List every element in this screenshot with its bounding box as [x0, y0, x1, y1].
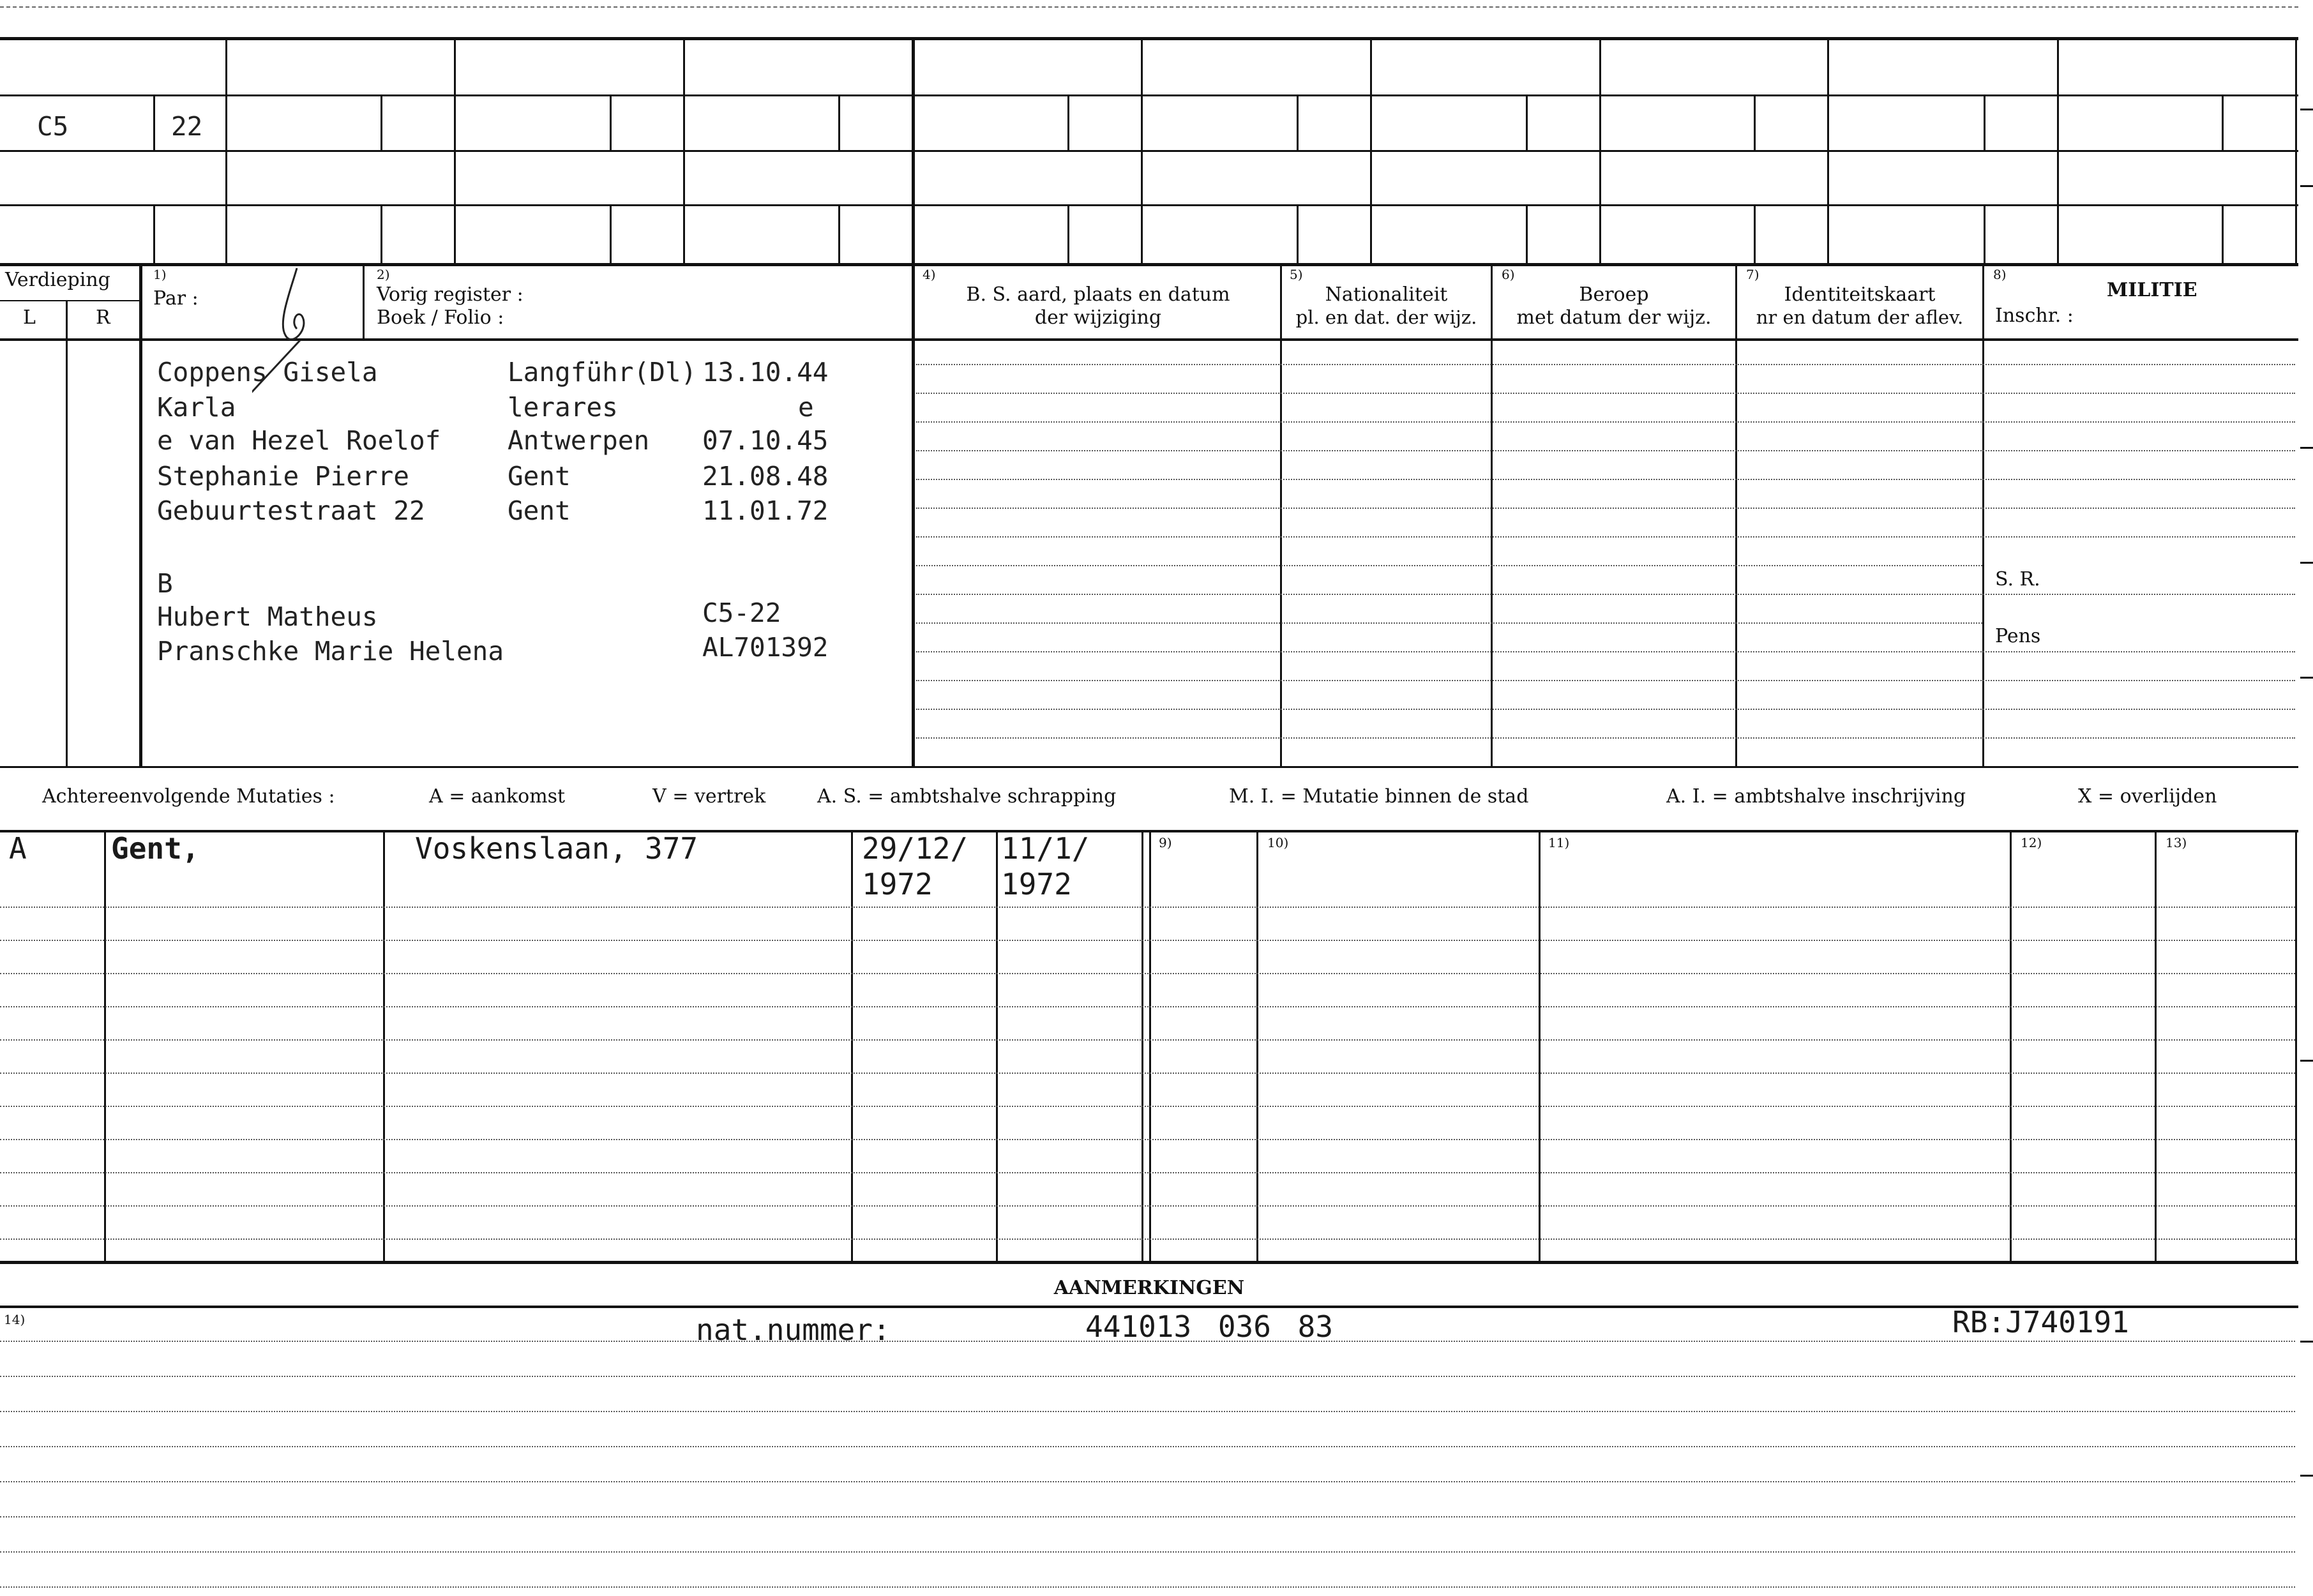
ruled-line — [916, 594, 2295, 595]
mutation-col-divider — [104, 830, 106, 1261]
mutation-col-divider — [996, 830, 998, 1261]
person-box-bottom — [912, 766, 1982, 768]
nat-left-border — [1280, 264, 1282, 766]
top-grid-subdivider — [610, 204, 612, 263]
mutation-ruled-line — [0, 973, 2295, 974]
margin-tick — [2300, 1060, 2313, 1062]
top-grid-subdivider — [380, 204, 382, 263]
col9-number: 9) — [1159, 835, 1172, 850]
top-grid-subdivider — [1984, 94, 1985, 150]
mutation-date2-part1: 11/1/ — [1001, 831, 1090, 866]
bs-heading-line1: B. S. aard, plaats en datum — [966, 283, 1230, 306]
sr-label: S. R. — [1995, 568, 2040, 591]
date-line-3: 07.10.45 — [702, 425, 829, 456]
col13-number: 13) — [2166, 835, 2187, 850]
bs-left-border — [912, 264, 915, 766]
mutation-date1-part1: 29/12/ — [862, 831, 968, 866]
top-grid-subdivider — [1067, 94, 1069, 150]
col5-number: 5) — [1290, 267, 1303, 282]
mutation-col-divider — [1256, 830, 1258, 1261]
remarks-ruled-line — [0, 1376, 2295, 1377]
father-name: Hubert Matheus — [157, 601, 378, 632]
col14-number: 14) — [4, 1312, 26, 1327]
identiteitskaart-subheading: nr en datum der aflev. — [1756, 306, 1964, 328]
section-b-label: B — [157, 568, 173, 599]
margin-tick — [2300, 447, 2313, 449]
top-grid-subdivider — [610, 94, 612, 150]
col1-number: 1) — [153, 267, 167, 282]
col8-number: 8) — [1993, 267, 2007, 282]
margin-tick — [2300, 1475, 2313, 1477]
mutation-ruled-line — [0, 1106, 2295, 1107]
ruled-line — [916, 393, 2295, 394]
verdieping-lr-divider — [66, 300, 68, 766]
place-line-4: Gent — [508, 461, 571, 492]
person-name-line-4: Stephanie Pierre — [157, 461, 409, 492]
margin-tick — [2300, 109, 2313, 110]
mutation-col-divider — [383, 830, 385, 1261]
beroep-left-border — [1491, 264, 1493, 766]
mutation-col-divider — [851, 830, 853, 1261]
mutation-ruled-line — [0, 1139, 2295, 1140]
top-grid-subdivider — [153, 94, 155, 150]
mutation-city: Gent, — [111, 831, 200, 866]
top-grid-divider — [2295, 38, 2297, 263]
margin-tick — [2300, 185, 2313, 187]
inschrijving-label: Inschr. : — [1995, 305, 2074, 327]
col12-number: 12) — [2021, 835, 2042, 850]
ruled-line — [916, 479, 2295, 480]
col4-number: 4) — [923, 267, 936, 282]
top-grid-divider — [912, 38, 915, 263]
mutation-col-divider — [2010, 830, 2012, 1261]
verdieping-label: Verdieping — [5, 269, 110, 291]
col2-number: 2) — [377, 267, 390, 282]
nationaliteit-subheading: pl. en dat. der wijz. — [1295, 306, 1477, 328]
register-code: C5-22 — [702, 598, 781, 628]
id-card-code: AL701392 — [702, 632, 829, 663]
remarks-ruled-line — [0, 1446, 2295, 1447]
verdieping-divider — [0, 300, 139, 301]
top-grid-subdivider — [838, 94, 840, 150]
militie-left-border — [1982, 264, 1984, 766]
top-border — [0, 37, 2298, 40]
legend-inschrijving: A. I. = ambtshalve inschrijving — [1666, 785, 1966, 808]
top-grid-subdivider — [838, 204, 840, 263]
nationaliteit-heading: Nationaliteit — [1325, 283, 1448, 306]
mutation-address: Voskenslaan, 377 — [415, 831, 698, 866]
col6-number: 6) — [1502, 267, 1515, 282]
top-grid-subdivider — [1754, 94, 1756, 150]
floor-left-label: L — [23, 306, 36, 329]
mutation-date2-part2: 1972 — [1001, 867, 1072, 901]
person-name-line-2: Karla — [157, 392, 236, 423]
ruled-line — [916, 450, 2295, 451]
margin-tick — [2300, 677, 2313, 679]
person-name-line-1: Coppens Gisela — [157, 357, 378, 388]
ruled-line — [916, 737, 2295, 739]
mutation-col-divider — [1141, 830, 1143, 1261]
mutation-col-divider — [2155, 830, 2157, 1261]
bs-heading-line2: der wijziging — [1034, 306, 1162, 329]
national-number-value: 441013 036 83 — [1085, 1309, 1334, 1344]
floor-right-label: R — [96, 306, 110, 329]
mutation-ruled-line — [0, 1205, 2295, 1207]
national-number-label: nat.nummer: — [696, 1313, 891, 1347]
mutation-ruled-line — [0, 907, 2295, 908]
mutation-ruled-line — [0, 1039, 2295, 1041]
top-grid-subdivider — [1297, 94, 1299, 150]
ruled-line — [916, 680, 2295, 681]
top-grid-divider — [454, 38, 456, 263]
remarks-ruled-line — [0, 1341, 2295, 1342]
top-grid-subdivider — [1754, 204, 1756, 263]
ruled-line — [916, 508, 2295, 509]
top-grid-line — [0, 150, 2298, 152]
top-grid-subdivider — [2222, 204, 2224, 263]
identiteitskaart-heading: Identiteitskaart — [1784, 283, 1936, 306]
remarks-ruled-line — [0, 1551, 2295, 1553]
col7-number: 7) — [1746, 267, 1759, 282]
rb-number: RB:J740191 — [1952, 1305, 2129, 1339]
vorig-register-label: Vorig register : — [377, 283, 524, 306]
top-grid-subdivider — [1526, 94, 1528, 150]
ruled-line — [916, 651, 2295, 652]
pens-label: Pens — [1995, 625, 2041, 647]
top-grid-subdivider — [380, 94, 382, 150]
top-grid-divider — [1827, 38, 1829, 263]
place-line-3: Antwerpen — [508, 425, 650, 456]
mutation-ruled-line — [0, 1172, 2295, 1173]
top-grid-line — [0, 94, 2298, 96]
margin-tick — [2300, 1341, 2313, 1343]
top-edge-line — [0, 6, 2298, 8]
mutaties-heading: Achtereenvolgende Mutaties : — [42, 785, 335, 808]
birth-date: 13.10.44 — [702, 357, 829, 388]
top-grid-divider — [1141, 38, 1143, 263]
mutation-col-divider — [1539, 830, 1541, 1261]
top-grid-subdivider — [1984, 204, 1985, 263]
militie-heading: MILITIE — [2107, 279, 2197, 301]
par-label: Par : — [153, 287, 199, 310]
top-grid-subdivider — [153, 204, 155, 263]
mutation-ruled-line — [0, 1238, 2295, 1240]
place-line-5: Gent — [508, 495, 571, 526]
ruled-line — [916, 421, 2295, 423]
remarks-ruled-line — [0, 1481, 2295, 1482]
top-grid-divider — [225, 38, 227, 263]
id-left-border — [1735, 264, 1737, 766]
header-bottom-line — [0, 338, 2298, 341]
remarks-ruled-line — [0, 1411, 2295, 1412]
legend-mutatie: M. I. = Mutatie binnen de stad — [1229, 785, 1529, 808]
person-name-line-3: e van Hezel Roelof — [157, 425, 441, 456]
mutation-ruled-line — [0, 1006, 2295, 1007]
ruled-line — [916, 709, 2295, 710]
occupation: lerares — [508, 392, 618, 423]
remarks-ruled-line — [0, 1586, 2295, 1588]
par-right-border — [363, 264, 365, 338]
mutation-date1-part2: 1972 — [862, 867, 933, 901]
legend-aankomst: A = aankomst — [429, 785, 566, 808]
mother-name: Pranschke Marie Helena — [157, 636, 504, 666]
margin-tick — [2300, 562, 2313, 564]
section-code: C5 — [37, 111, 69, 142]
mutation-table-bottom — [0, 1261, 2298, 1264]
top-grid-line — [0, 204, 2298, 206]
mutation-col-divider — [2295, 830, 2297, 1261]
birthplace: Langführ(Dl) — [508, 357, 697, 388]
ruled-line — [916, 565, 1982, 566]
par-left-border — [139, 264, 142, 766]
col11-number: 11) — [1548, 835, 1570, 850]
top-grid-subdivider — [1297, 204, 1299, 263]
legend-overlijden: X = overlijden — [2078, 785, 2217, 808]
top-grid-bottom — [0, 263, 2298, 266]
top-grid-divider — [683, 38, 685, 263]
top-grid-divider — [1599, 38, 1601, 263]
mutation-ruled-line — [0, 940, 2295, 941]
ruled-line — [916, 622, 1982, 624]
mutation-col-divider — [1149, 830, 1151, 1261]
top-grid-divider — [2057, 38, 2059, 263]
beroep-subheading: met datum der wijz. — [1516, 306, 1712, 329]
date-line-2: e — [798, 392, 814, 423]
top-grid-divider — [1370, 38, 1372, 263]
mutation-ruled-line — [0, 1073, 2295, 1074]
aanmerkingen-heading: AANMERKINGEN — [1053, 1277, 1245, 1299]
ruled-line — [916, 364, 2295, 365]
person-address: Gebuurtestraat 22 — [157, 495, 425, 526]
col10-number: 10) — [1267, 835, 1289, 850]
top-grid-subdivider — [2222, 94, 2224, 150]
mutation-type: A — [9, 831, 27, 866]
date-line-4: 21.08.48 — [702, 461, 829, 492]
top-grid-subdivider — [1067, 204, 1069, 263]
date-line-5: 11.01.72 — [702, 495, 829, 526]
beroep-heading: Beroep — [1579, 283, 1649, 306]
legend-schrapping: A. S. = ambtshalve schrapping — [817, 785, 1117, 808]
house-number: 22 — [171, 111, 203, 142]
remarks-ruled-line — [0, 1516, 2295, 1517]
boek-folio-label: Boek / Folio : — [377, 306, 504, 329]
legend-vertrek: V = vertrek — [652, 785, 766, 808]
ruled-line — [916, 536, 2295, 538]
top-grid-subdivider — [1526, 204, 1528, 263]
